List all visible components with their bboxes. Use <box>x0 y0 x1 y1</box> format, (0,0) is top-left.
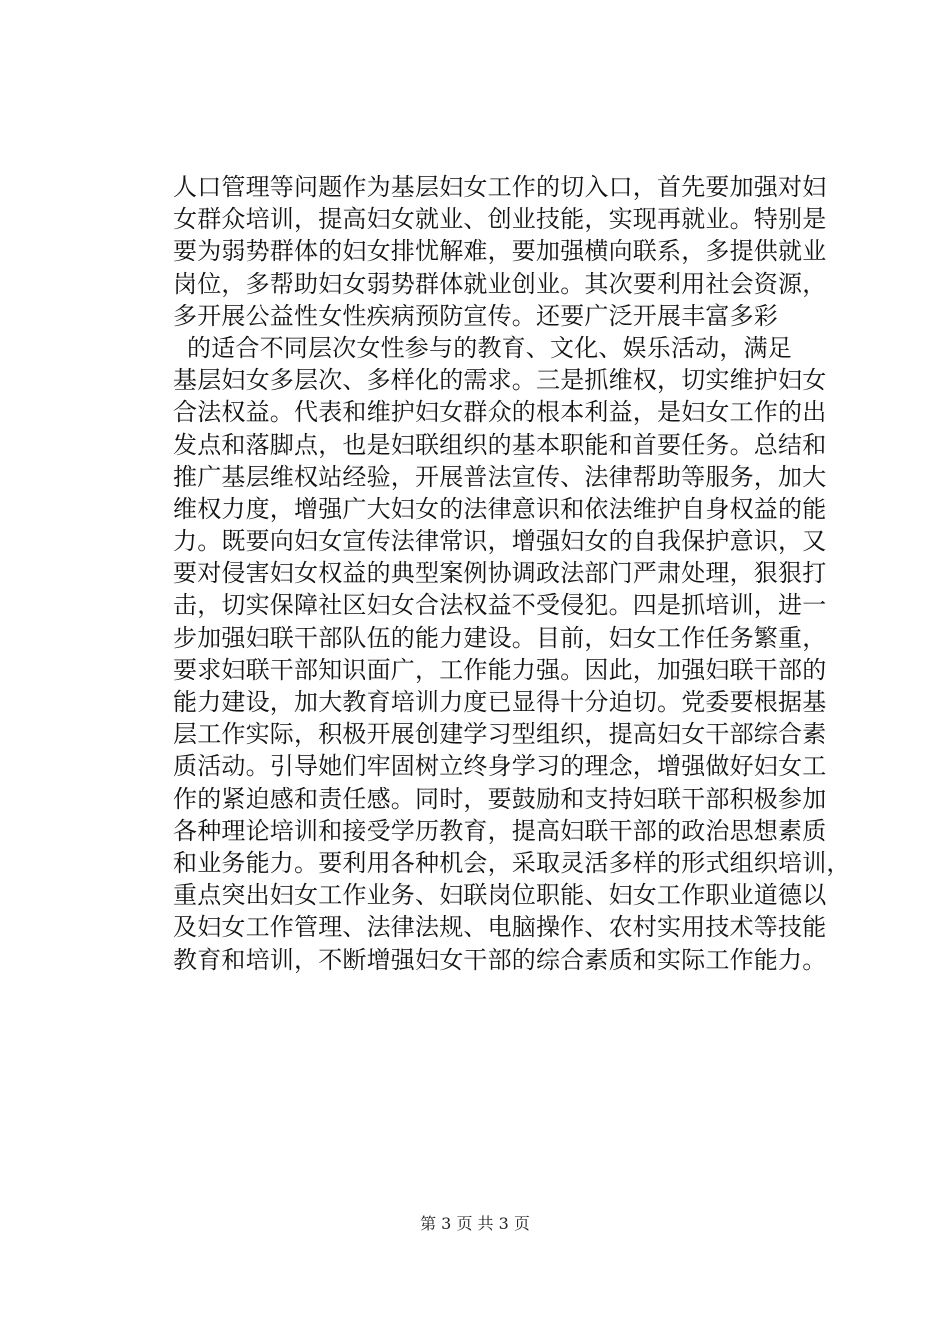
text-line: 步加强妇联干部队伍的能力建设。目前，妇女工作任务繁重， <box>173 623 827 652</box>
text-line: 作的紧迫感和责任感。同时，要鼓励和支持妇联干部积极参加 <box>173 784 827 813</box>
page-footer <box>0 1213 950 1235</box>
text-line: 多开展公益性女性疾病预防宣传。还要广泛开展丰富多彩 <box>173 301 778 330</box>
text-line: 力。既要向妇女宣传法律常识，增强妇女的自我保护意识，又 <box>173 527 827 556</box>
text-line: 女群众培训，提高妇女就业、创业技能，实现再就业。特别是 <box>173 205 827 234</box>
text-line: 击，切实保障社区妇女合法权益不受侵犯。四是抓培训，进一 <box>173 591 827 620</box>
text-line: 质活动。引导她们牢固树立终身学习的理念，增强做好妇女工 <box>173 752 827 781</box>
text-line: 重点突出妇女工作业务、妇联岗位职能、妇女工作职业道德以 <box>173 881 827 910</box>
text-line: 教育和培训，不断增强妇女干部的综合素质和实际工作能力。 <box>173 945 827 974</box>
body-text <box>173 171 853 976</box>
text-line: 要求妇联干部知识面广，工作能力强。因此，加强妇联干部的 <box>173 655 827 684</box>
text-line: 人口管理等问题作为基层妇女工作的切入口，首先要加强对妇 <box>173 173 827 201</box>
text-line: 层工作实际，积极开展创建学习型组织，提高妇女干部综合素 <box>173 720 827 749</box>
text-line: 能力建设，加大教育培训力度已显得十分迫切。党委要根据基 <box>173 688 827 716</box>
text-line: 要对侵害妇女权益的典型案例协调政法部门严肃处理，狠狠打 <box>173 559 827 588</box>
text-line: 及妇女工作管理、法律法规、电脑操作、农村实用技术等技能 <box>173 913 827 942</box>
page-number-label: 第 3 页 共 3 页 <box>420 1214 530 1233</box>
text-line: 基层妇女多层次、多样化的需求。三是抓维权，切实维护妇女 <box>173 366 827 395</box>
text-line: 和业务能力。要利用各种机会，采取灵活多样的形式组织培训， <box>173 848 851 877</box>
text-line: 维权力度，增强广大妇女的法律意识和依法维护自身权益的能 <box>173 494 827 523</box>
text-line: 的适合不同层次女性参与的教育、文化、娱乐活动，满足 <box>187 333 792 362</box>
text-line: 岗位，多帮助妇女弱势群体就业创业。其次要利用社会资源， <box>173 269 827 298</box>
text-line: 各种理论培训和接受学历教育，提高妇联干部的政治思想素质 <box>173 816 827 845</box>
text-line: 合法权益。代表和维护妇女群众的根本利益，是妇女工作的出 <box>173 398 827 427</box>
text-line: 要为弱势群体的妇女排忧解难，要加强横向联系，多提供就业 <box>173 237 827 266</box>
text-line: 推广基层维权站经验，开展普法宣传、法律帮助等服务，加大 <box>173 462 827 491</box>
text-line: 发点和落脚点，也是妇联组织的基本职能和首要任务。总结和 <box>173 430 827 459</box>
